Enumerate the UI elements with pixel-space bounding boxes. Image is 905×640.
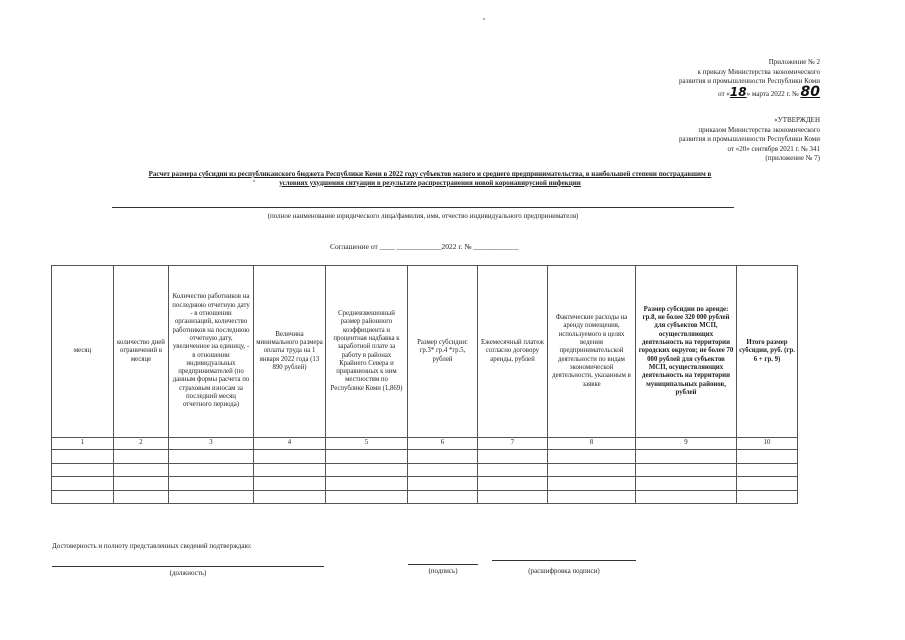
- empty-cell: [114, 463, 169, 477]
- empty-cell: [326, 477, 408, 491]
- table-row: [52, 463, 798, 477]
- decoding-underline: [492, 560, 636, 561]
- scan-speck: [483, 18, 485, 20]
- empty-cell: [169, 450, 254, 464]
- position-underline: [52, 566, 324, 567]
- column-number: 8: [548, 438, 636, 450]
- table-row: [52, 477, 798, 491]
- column-number: 1: [52, 438, 114, 450]
- empty-cell: [478, 463, 548, 477]
- empty-cell: [408, 463, 478, 477]
- empty-cell: [737, 450, 798, 464]
- appendix-line3: развития и промышленности Республики Коми: [679, 77, 820, 85]
- handwritten-day: 18: [729, 84, 747, 99]
- scan-speck: [253, 180, 255, 182]
- approved-line5: (приложение № 7): [765, 154, 820, 162]
- column-number: 7: [478, 438, 548, 450]
- title-line1: Расчет размера субсидии из республиканского бюджета Республики Коми в 2022 году субъектов малого и среднего предпринимательства, в наибольшей степени пострадавшим в: [148, 170, 712, 178]
- empty-cell: [636, 450, 737, 464]
- empty-cell: [478, 477, 548, 491]
- empty-cell: [52, 490, 114, 504]
- empty-cell: [114, 490, 169, 504]
- empty-cell: [326, 450, 408, 464]
- empty-cell: [326, 463, 408, 477]
- column-number: 2: [114, 438, 169, 450]
- column-number: 3: [169, 438, 254, 450]
- table-header-row: [52, 266, 798, 438]
- appendix-line1: Приложение № 2: [768, 58, 820, 66]
- empty-cell: [548, 490, 636, 504]
- handwritten-order-number: 80: [800, 83, 820, 100]
- empty-cell: [478, 490, 548, 504]
- signature-underline: [408, 564, 478, 565]
- header-coefficient: Средневзвешенный размер районного коэффициента и процентная надбавка к заработной плате за работу в районах Крайнего Севера и приравненных к ним местностям по Республике Коми (1,869): [326, 266, 408, 438]
- empty-cell: [636, 463, 737, 477]
- empty-cell: [408, 477, 478, 491]
- header-employees: Количество работников на последнюю отчетную дату - в отношении организаций, количество работников на последнюю отчетную дату, увеличенное на единицу, - в отношении индивидуальных предпринимателей (по данным формы расчета по страховым взносам за последний месяц отчетного периода): [169, 266, 254, 438]
- appendix-line4: [600, 83, 820, 100]
- column-number: 9: [636, 438, 737, 450]
- header-monthly-payment: Ежемесячный платеж согласно договору аренды, рублей: [478, 266, 548, 438]
- column-number: 5: [326, 438, 408, 450]
- column-number: 10: [737, 438, 798, 450]
- document-title: [110, 170, 750, 187]
- column-number: 6: [408, 438, 478, 450]
- appendix-block: [600, 58, 820, 99]
- empty-cell: [52, 477, 114, 491]
- empty-cell: [478, 450, 548, 464]
- empty-cell: [636, 477, 737, 491]
- approved-block: [600, 116, 820, 164]
- empty-cell: [548, 477, 636, 491]
- header-actual-expenses: Фактические расходы на аренду помещения, используемого в целях ведения предпринимательской деятельности по видам экономической деятельности, указанным в заявке: [548, 266, 636, 438]
- header-total-subsidy: Итого размер субсидии, руб. (гр. 6 + гр. 9): [737, 266, 798, 438]
- name-caption: (полное наименование юридического лица/фамилия, имя, отчество индивидуального предпринимателя): [267, 212, 579, 220]
- empty-cell: [52, 463, 114, 477]
- header-days: количество дней ограничений в месяце: [114, 266, 169, 438]
- empty-cell: [548, 450, 636, 464]
- empty-cell: [254, 477, 326, 491]
- empty-cell: [254, 490, 326, 504]
- name-underline: [112, 207, 734, 208]
- empty-cell: [636, 490, 737, 504]
- appendix-date-mid: » марта 2022 г. №: [746, 89, 799, 98]
- position-caption: (должность): [169, 569, 207, 577]
- approved-line3: развития и промышленности Республики Коми: [679, 135, 820, 143]
- empty-cell: [114, 450, 169, 464]
- table-number-row: [52, 438, 798, 450]
- empty-cell: [169, 490, 254, 504]
- empty-cell: [548, 463, 636, 477]
- empty-cell: [52, 450, 114, 464]
- empty-cell: [737, 477, 798, 491]
- signature-caption: (подпись): [428, 567, 458, 575]
- agreement-line: Соглашение от ____ ____________2022 г. № ____________: [330, 242, 519, 251]
- appendix-line2: к приказу Министерства экономического: [697, 67, 820, 76]
- empty-cell: [408, 450, 478, 464]
- empty-cell: [254, 450, 326, 464]
- header-rent-subsidy: Размер субсидии по аренде: гр.8, не более 320 000 рублей для субъектов МСП, осуществляющих деятельность на территории городских округов; не более 70 000 рублей для субъектов МСП, осуществляющих деятельность на территории муниципальных районов, рублей: [636, 266, 737, 438]
- empty-cell: [326, 490, 408, 504]
- empty-cell: [737, 463, 798, 477]
- decoding-caption: (расшифровка подписи): [528, 567, 600, 575]
- empty-cell: [254, 463, 326, 477]
- table-row: [52, 490, 798, 504]
- subsidy-table: [51, 265, 798, 504]
- empty-cell: [169, 463, 254, 477]
- header-min-wage: Величина минимального размера оплаты труда на 1 января 2022 года (13 890 рублей): [254, 266, 326, 438]
- header-subsidy-size: Размер субсидии: гр.3* гр.4 *гр.5, рублей: [408, 266, 478, 438]
- header-month: месяц: [52, 266, 114, 438]
- table-row: [52, 450, 798, 464]
- empty-cell: [169, 477, 254, 491]
- column-number: 4: [254, 438, 326, 450]
- approved-line4: от «20» сентября 2021 г. № 341: [727, 144, 820, 153]
- empty-cell: [737, 490, 798, 504]
- approved-line1: «УТВЕРЖДЕН: [774, 116, 820, 124]
- title-line2: условиях ухудшения ситуации в результате распространения новой коронавирусной инфекции: [279, 178, 581, 187]
- appendix-date-prefix: от «: [718, 89, 730, 98]
- confirmation-statement: Достоверность и полноту представленных сведений подтверждаю:: [52, 542, 252, 550]
- approved-line2: приказом Министерства экономического: [698, 125, 820, 134]
- empty-cell: [114, 477, 169, 491]
- empty-cell: [408, 490, 478, 504]
